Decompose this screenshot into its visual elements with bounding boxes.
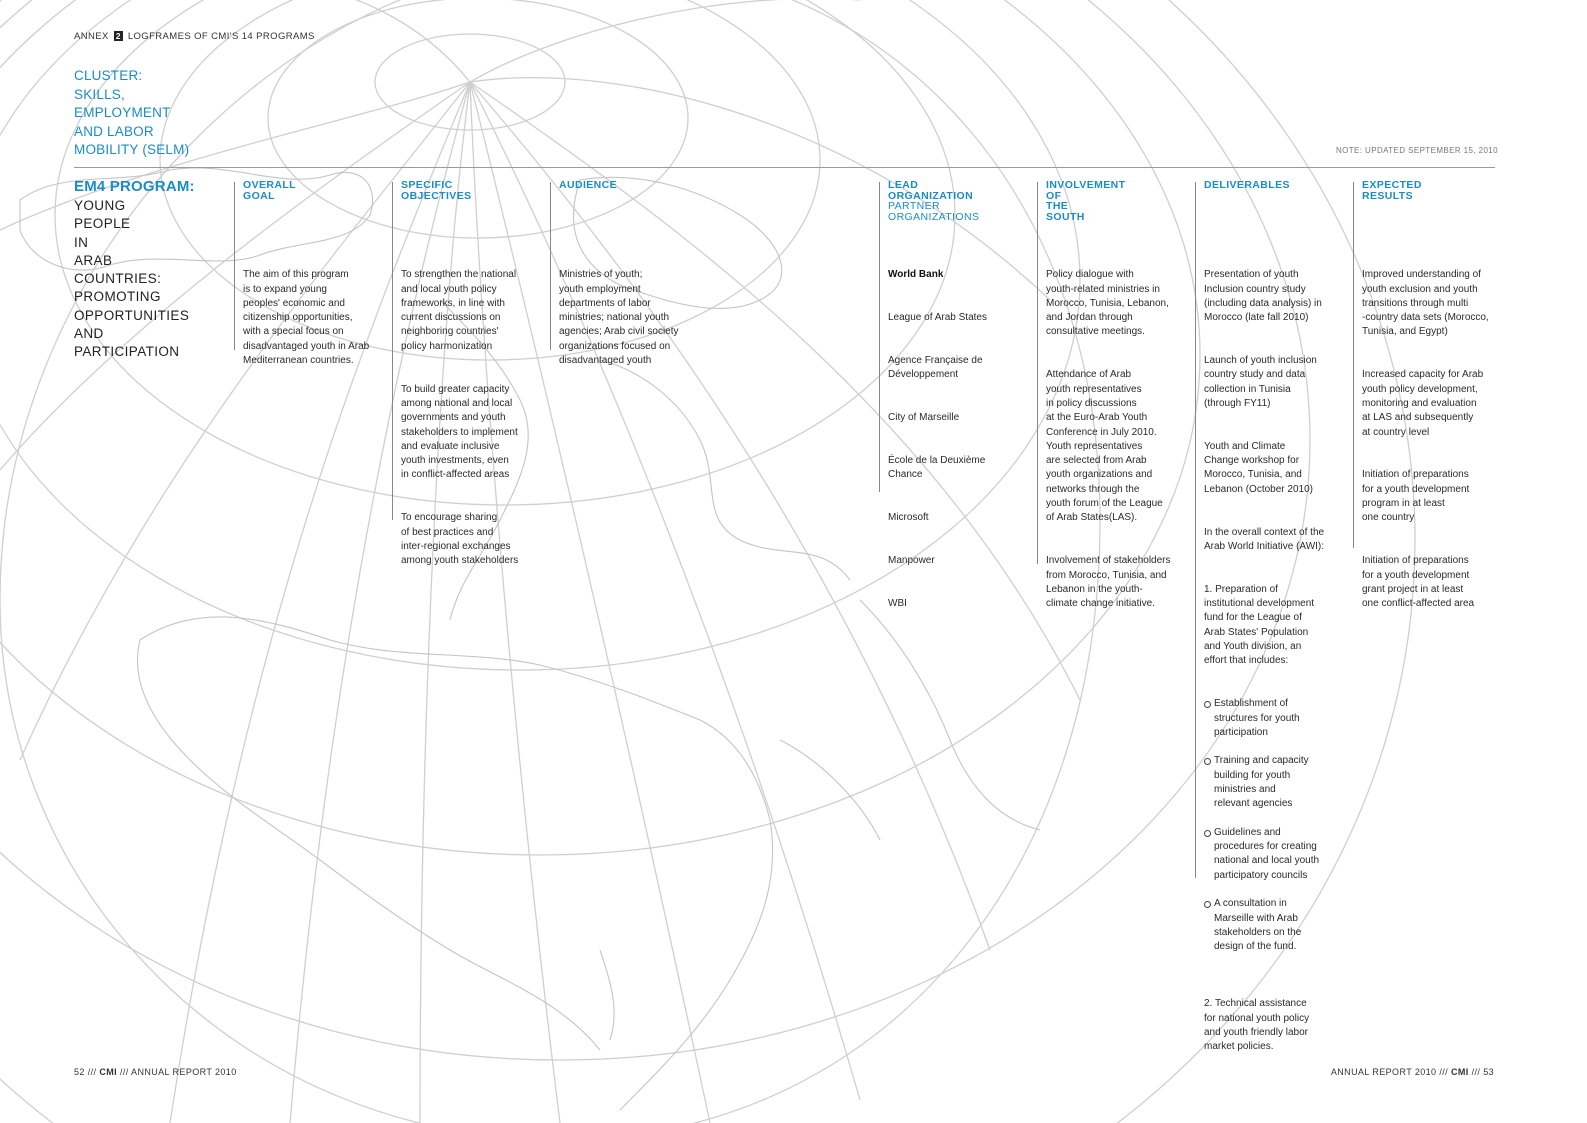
footer-report-title: ANNUAL REPORT 2010 — [1330, 1067, 1437, 1077]
footer-separator: /// — [1471, 1067, 1481, 1077]
heading-line-light: PARTNER — [888, 200, 941, 212]
column-body — [1362, 254, 1489, 640]
program-title-line: ARAB — [74, 252, 113, 268]
partner-organization: WBI — [888, 598, 907, 610]
paragraph: Launch of youth inclusion country study and data collection in Tunisia (through FY11) — [1204, 355, 1317, 409]
column-heading — [401, 180, 541, 201]
heading-line: AUDIENCE — [559, 179, 618, 191]
annex-number-badge: 2 — [115, 31, 121, 41]
paragraph: To encourage sharing of best practices and inter-regional exchanges among youth stakeholders — [401, 512, 519, 567]
annex-prefix: ANNEX — [74, 31, 109, 42]
partner-organization: League of Arab States — [888, 312, 987, 324]
partner-organization: Manpower — [888, 555, 935, 567]
cluster-line: SKILLS, — [74, 86, 125, 102]
paragraph: Increased capacity for Arab youth policy development, monitoring and evaluation at LAS and subsequently at country level — [1362, 369, 1484, 438]
paragraph: Policy dialogue with youth-related ministries in Morocco, Tunisia, Lebanon, and Jordan through consultative meetings. — [1046, 269, 1169, 338]
paragraph: Presentation of youth Inclusion country study (including data analysis) in Morocco (late fall 2010) — [1204, 269, 1322, 324]
column-heading — [1204, 180, 1344, 191]
column-body — [243, 254, 369, 397]
column-divider — [879, 182, 880, 492]
column-lead-organization — [888, 179, 1028, 610]
program-title-line: OPPORTUNITIES — [74, 307, 190, 323]
program-title-line: IN — [74, 234, 89, 250]
partner-organization: École de la Deuxième Chance — [888, 455, 986, 481]
partner-organization: Agence Française de Développement — [888, 355, 983, 381]
bullet-item: Training and capacity building for youth ministries and relevant agencies — [1204, 754, 1324, 811]
heading-line: DELIVERABLES — [1204, 179, 1290, 191]
program-title-line: PEOPLE — [74, 216, 131, 232]
column-involvement-of-the-south — [1046, 179, 1186, 610]
paragraph: Attendance of Arab youth representatives in policy discussions at the Euro-Arab Youth Conference in July 2010. Youth representatives are selected from Arab youth organizations and networks through the youth forum of the League of Arab States(LAS). — [1046, 369, 1163, 524]
paragraph: To strengthen the national and local youth policy frameworks, in line with current discussions on neighboring countries' policy harmonization — [401, 269, 517, 352]
deliverable-item-2: 2. Technical assistance for national youth policy and youth friendly labor market policies. — [1204, 998, 1310, 1053]
paragraph: Youth and Climate Change workshop for Morocco, Tunisia, and Lebanon (October 2010) — [1204, 440, 1313, 495]
column-expected-results — [1362, 179, 1502, 610]
program-title — [74, 197, 224, 362]
paragraph: In the overall context of the Arab World Initiative (AWI): — [1204, 526, 1325, 552]
heading-line-light: ORGANIZATIONS — [888, 210, 980, 223]
heading-line: SPECIFIC — [401, 179, 453, 191]
paragraph: Initiation of preparations for a youth development grant project in at least one conflict-affected area — [1362, 555, 1475, 610]
footer-separator: /// — [87, 1067, 97, 1077]
heading-line: OBJECTIVES — [401, 189, 472, 202]
footer-separator: /// — [119, 1067, 129, 1077]
column-divider — [1037, 182, 1038, 564]
header-divider — [74, 167, 1495, 168]
column-heading — [559, 180, 709, 191]
footer-report-title: ANNUAL REPORT 2010 — [131, 1067, 237, 1077]
heading-line: ORGANIZATION — [888, 189, 974, 202]
column-body — [1204, 254, 1324, 1083]
program-title-line: YOUNG — [74, 198, 126, 213]
paragraph: Initiation of preparations for a youth development program in at least one country — [1362, 469, 1470, 524]
bullet-item: A consultation in Marseille with Arab stakeholders on the design of the fund. — [1204, 897, 1324, 954]
footer-brand: CMI — [99, 1067, 118, 1077]
program-title-line: COUNTRIES: — [74, 271, 162, 287]
footer-right — [1331, 1067, 1494, 1077]
column-divider — [1195, 182, 1196, 878]
heading-line: OVERALL — [243, 179, 296, 191]
column-specific-objectives — [401, 179, 541, 567]
page-number-left: 52 — [74, 1067, 85, 1077]
heading-line: RESULTS — [1362, 189, 1414, 202]
column-divider — [1353, 182, 1354, 548]
cluster-line: MOBILITY (SELM) — [74, 142, 190, 157]
program-title-line: PARTICIPATION — [74, 344, 180, 360]
annex-header — [74, 31, 315, 42]
partner-organization: Microsoft — [888, 512, 929, 524]
paragraph: Improved understanding of youth exclusion and youth transitions through multi -country data sets (Morocco, Tunisia, and Egypt) — [1362, 269, 1489, 338]
column-heading — [888, 180, 1028, 222]
heading-line: OF — [1046, 189, 1062, 202]
program-code: EM4 PROGRAM: — [74, 178, 195, 195]
cluster-line: CLUSTER: — [74, 68, 143, 83]
column-body — [559, 254, 679, 397]
footer-brand: CMI — [1450, 1067, 1469, 1077]
cluster-title — [74, 67, 234, 160]
heading-line: EXPECTED — [1362, 179, 1422, 191]
page-number-right: 53 — [1483, 1067, 1494, 1077]
update-note: NOTE: UPDATED SEPTEMBER 15, 2010 — [1335, 146, 1498, 155]
column-deliverables — [1204, 179, 1344, 1053]
annex-title: LOGFRAMES OF CMI'S 14 PROGRAMS — [127, 31, 315, 42]
heading-line: GOAL — [243, 189, 275, 202]
column-divider — [234, 182, 235, 350]
deliverable-bullet-list — [1204, 683, 1324, 969]
column-overall-goal — [243, 179, 383, 367]
bullet-item: Establishment of structures for youth participation — [1204, 697, 1324, 740]
deliverable-item-1-intro: 1. Preparation of institutional development fund for the League of Arab States' Population and Youth division, an effort that includes: — [1204, 583, 1315, 667]
column-body — [888, 254, 987, 640]
heading-line: THE — [1046, 200, 1069, 212]
heading-line: LEAD — [888, 179, 919, 191]
lead-organization-name: World Bank — [888, 269, 944, 281]
paragraph: Ministries of youth; youth employment departments of labor ministries; national youth agencies; Arab civil society organizations focused on disadvantaged youth — [559, 269, 679, 367]
column-divider — [392, 182, 393, 520]
partner-organization: City of Marseille — [888, 412, 960, 424]
column-heading — [1362, 180, 1502, 201]
cluster-line: EMPLOYMENT — [74, 105, 171, 120]
column-audience — [559, 179, 709, 367]
column-heading — [1046, 180, 1186, 222]
program-title-line: AND — [74, 326, 104, 342]
column-body — [1046, 254, 1171, 640]
bullet-item: Guidelines and procedures for creating national and local youth participatory councils — [1204, 826, 1324, 883]
column-heading — [243, 180, 383, 201]
paragraph: Involvement of stakeholders from Morocco, Tunisia, and Lebanon in the youth- climate change initiative. — [1046, 555, 1171, 610]
cluster-line: AND LABOR — [74, 123, 154, 139]
paragraph: The aim of this program is to expand young peoples' economic and citizenship opportunities, with a special focus on disadvantaged youth in Arab Mediterranean countries. — [243, 269, 370, 367]
footer-separator: /// — [1439, 1067, 1449, 1077]
column-body — [401, 254, 518, 597]
footer-left — [74, 1067, 237, 1077]
column-divider — [550, 182, 551, 350]
heading-line: SOUTH — [1046, 210, 1085, 223]
paragraph: To build greater capacity among national and local governments and youth stakeholders to implement and evaluate inclusive youth investments, even in conflict-affected areas — [401, 383, 518, 481]
heading-line: INVOLVEMENT — [1046, 179, 1126, 191]
program-title-line: PROMOTING — [74, 289, 161, 305]
